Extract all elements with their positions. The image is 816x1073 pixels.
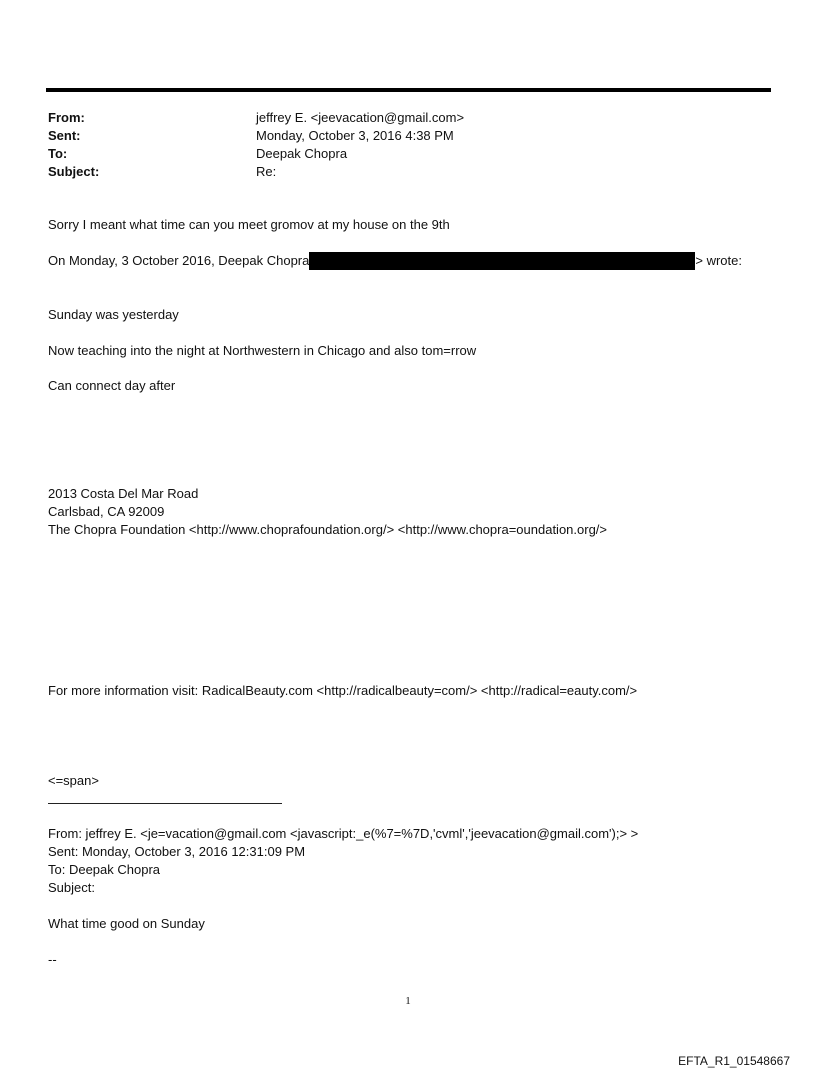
bates-number: EFTA_R1_01548667: [678, 1054, 790, 1068]
address-line-2: Carlsbad, CA 92009: [48, 504, 165, 519]
from-row: [48, 109, 464, 127]
subject-row: [48, 163, 464, 181]
sent-label: Sent:: [48, 128, 81, 143]
page-number: 1: [405, 995, 411, 1007]
foundation-links: The Chopra Foundation <http://www.choprafoundation.org/> <http://www.chopra=oundation.org/>: [48, 522, 608, 537]
email-header: [48, 109, 464, 181]
span-tag-text: <=span>: [48, 773, 99, 788]
reply-text: Sorry I meant what time can you meet gromov at my house on the 9th: [48, 217, 450, 232]
quote-intro-after: > wrote:: [695, 253, 742, 268]
orig-to-line: To: Deepak Chopra: [48, 862, 161, 877]
from-label: From:: [48, 110, 85, 125]
to-value: Deepak Chopra: [256, 146, 348, 161]
quoted-line-2: Now teaching into the night at Northwestern in Chicago and also tom=rrow: [48, 343, 477, 358]
to-row: [48, 145, 464, 163]
from-value: jeffrey E. <jeevacation@gmail.com>: [256, 110, 465, 125]
signature-dash: --: [48, 952, 57, 967]
orig-sent-line: Sent: Monday, October 3, 2016 12:31:09 PM: [48, 844, 306, 859]
quoted-line-3: Can connect day after: [48, 378, 176, 393]
sent-value: Monday, October 3, 2016 4:38 PM: [256, 128, 454, 143]
orig-body-line: What time good on Sunday: [48, 916, 205, 931]
quoted-line-1: Sunday was yesterday: [48, 307, 179, 322]
quote-intro: [48, 252, 742, 270]
header-rule: [46, 88, 771, 92]
more-info-line: For more information visit: RadicalBeauty.com <http://radicalbeauty=com/> <http://radical=eauty.com/>: [48, 683, 638, 698]
subject-value: Re:: [256, 164, 277, 179]
orig-subject-line: Subject:: [48, 880, 95, 895]
orig-from-line: From: jeffrey E. <je=vacation@gmail.com <javascript:_e(%7=%7D,'cvml','jeevacation@gmail.com');> >: [48, 826, 639, 841]
subject-label: Subject:: [48, 164, 100, 179]
separator-rule: [48, 803, 282, 804]
to-label: To:: [48, 146, 68, 161]
redaction-block: [309, 252, 695, 270]
sent-row: [48, 127, 464, 145]
address-line-1: 2013 Costa Del Mar Road: [48, 486, 199, 501]
quote-intro-before: On Monday, 3 October 2016, Deepak Chopra: [48, 253, 310, 268]
